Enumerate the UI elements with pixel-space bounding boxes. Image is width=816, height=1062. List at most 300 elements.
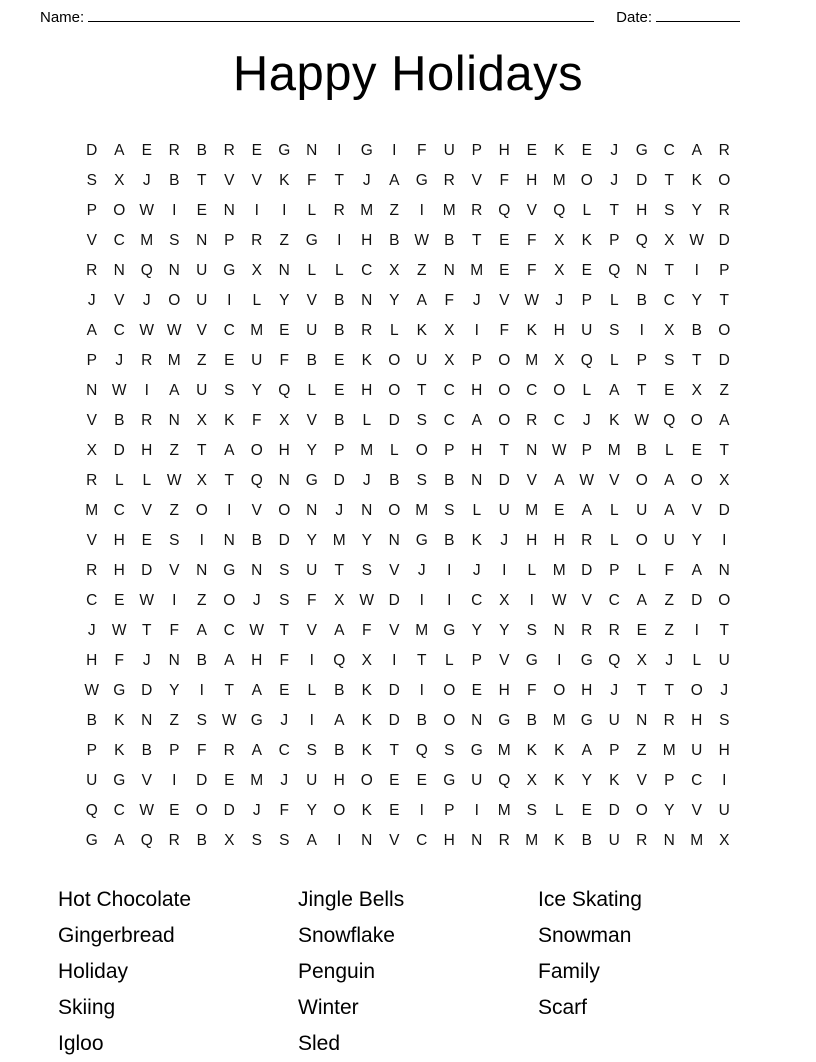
grid-cell[interactable]: R (86, 561, 98, 579)
grid-cell[interactable]: F (362, 621, 372, 639)
grid-cell[interactable]: V (636, 771, 647, 789)
grid-cell[interactable]: G (250, 711, 263, 729)
grid-cell[interactable]: H (581, 681, 593, 699)
grid-cell[interactable]: O (250, 441, 263, 459)
grid-cell[interactable]: K (471, 531, 482, 549)
grid-cell[interactable]: S (251, 831, 262, 849)
grid-cell[interactable]: U (581, 321, 593, 339)
grid-cell[interactable]: W (524, 291, 540, 309)
grid-cell[interactable]: H (553, 321, 565, 339)
grid-cell[interactable]: Q (333, 651, 346, 669)
grid-cell[interactable]: B (581, 831, 592, 849)
grid-cell[interactable]: I (254, 201, 259, 219)
grid-cell[interactable]: O (690, 681, 703, 699)
grid-cell[interactable]: M (415, 621, 429, 639)
grid-cell[interactable]: N (168, 411, 180, 429)
grid-cell[interactable]: Q (498, 201, 511, 219)
grid-cell[interactable]: J (142, 651, 151, 669)
grid-cell[interactable]: M (470, 261, 484, 279)
grid-cell[interactable]: Q (140, 831, 153, 849)
grid-cell[interactable]: A (114, 831, 125, 849)
grid-cell[interactable]: A (114, 141, 125, 159)
grid-cell[interactable]: X (691, 381, 702, 399)
grid-cell[interactable]: T (389, 741, 399, 759)
grid-cell[interactable]: R (718, 201, 730, 219)
grid-cell[interactable]: R (141, 411, 153, 429)
grid-cell[interactable]: P (664, 771, 675, 789)
grid-cell[interactable]: V (251, 171, 262, 189)
grid-cell[interactable]: R (223, 741, 235, 759)
grid-cell[interactable]: Y (691, 201, 702, 219)
grid-cell[interactable]: S (169, 531, 180, 549)
grid-cell[interactable]: Y (279, 291, 290, 309)
grid-cell[interactable]: I (419, 591, 424, 609)
grid-cell[interactable]: W (414, 231, 430, 249)
grid-cell[interactable]: R (663, 711, 675, 729)
grid-cell[interactable]: B (416, 711, 427, 729)
grid-cell[interactable]: O (388, 351, 401, 369)
grid-cell[interactable]: C (608, 591, 620, 609)
grid-cell[interactable]: R (223, 141, 235, 159)
grid-cell[interactable]: V (691, 501, 702, 519)
grid-cell[interactable]: S (664, 351, 675, 369)
grid-cell[interactable]: M (607, 441, 621, 459)
grid-cell[interactable]: O (553, 381, 566, 399)
grid-cell[interactable]: L (362, 411, 372, 429)
grid-cell[interactable]: V (86, 231, 97, 249)
grid-cell[interactable]: Z (169, 501, 179, 519)
grid-cell[interactable]: V (141, 501, 152, 519)
grid-cell[interactable]: M (497, 741, 511, 759)
grid-cell[interactable]: C (361, 261, 373, 279)
grid-cell[interactable]: N (306, 141, 318, 159)
grid-cell[interactable]: O (498, 411, 511, 429)
grid-cell[interactable]: H (471, 381, 483, 399)
name-input-line[interactable] (88, 8, 594, 22)
grid-cell[interactable]: R (636, 831, 648, 849)
grid-cell[interactable]: H (333, 771, 345, 789)
grid-cell[interactable]: Q (250, 471, 263, 489)
grid-cell[interactable]: V (251, 501, 262, 519)
grid-cell[interactable]: K (361, 351, 372, 369)
grid-cell[interactable]: J (87, 621, 96, 639)
grid-cell[interactable]: D (388, 411, 400, 429)
grid-cell[interactable]: B (389, 471, 400, 489)
grid-cell[interactable]: B (196, 651, 207, 669)
grid-cell[interactable]: C (113, 321, 125, 339)
grid-cell[interactable]: A (196, 621, 207, 639)
grid-cell[interactable]: R (251, 231, 263, 249)
grid-cell[interactable]: W (139, 591, 155, 609)
grid-cell[interactable]: Z (417, 261, 427, 279)
grid-cell[interactable]: U (416, 351, 428, 369)
grid-cell[interactable]: D (388, 711, 400, 729)
grid-cell[interactable]: U (196, 261, 208, 279)
grid-cell[interactable]: L (637, 561, 647, 579)
grid-cell[interactable]: W (111, 621, 127, 639)
grid-cell[interactable]: V (306, 291, 317, 309)
grid-cell[interactable]: L (609, 291, 619, 309)
grid-cell[interactable]: G (443, 771, 456, 789)
grid-cell[interactable]: X (114, 171, 125, 189)
grid-cell[interactable]: Q (140, 261, 153, 279)
grid-cell[interactable]: R (168, 831, 180, 849)
grid-cell[interactable]: M (250, 771, 264, 789)
grid-cell[interactable]: F (114, 651, 124, 669)
grid-cell[interactable]: O (195, 801, 208, 819)
word-list-item[interactable]: Snowflake (298, 923, 395, 947)
grid-cell[interactable]: A (86, 321, 97, 339)
grid-cell[interactable]: T (692, 351, 702, 369)
grid-cell[interactable]: Q (608, 261, 621, 279)
grid-cell[interactable]: M (552, 711, 566, 729)
grid-cell[interactable]: O (113, 201, 126, 219)
grid-cell[interactable]: G (415, 171, 428, 189)
grid-cell[interactable]: H (498, 141, 510, 159)
grid-cell[interactable]: E (664, 381, 675, 399)
word-list-item[interactable]: Sled (298, 1031, 341, 1055)
grid-cell[interactable]: F (279, 801, 289, 819)
grid-cell[interactable]: K (609, 411, 620, 429)
grid-cell[interactable]: M (442, 201, 456, 219)
grid-cell[interactable]: H (361, 381, 373, 399)
grid-cell[interactable]: Q (635, 231, 648, 249)
grid-cell[interactable]: V (499, 651, 510, 669)
grid-cell[interactable]: D (388, 681, 400, 699)
grid-cell[interactable]: E (636, 621, 647, 639)
grid-cell[interactable]: A (334, 711, 345, 729)
grid-cell[interactable]: A (251, 741, 262, 759)
grid-cell[interactable]: O (415, 441, 428, 459)
grid-cell[interactable]: J (252, 591, 261, 609)
grid-cell[interactable]: H (113, 561, 125, 579)
grid-cell[interactable]: X (444, 351, 455, 369)
grid-cell[interactable]: X (664, 321, 675, 339)
grid-cell[interactable]: N (361, 501, 373, 519)
grid-cell[interactable]: P (471, 141, 482, 159)
grid-cell[interactable]: R (608, 621, 620, 639)
grid-cell[interactable]: G (305, 231, 318, 249)
grid-cell[interactable]: J (610, 171, 619, 189)
grid-cell[interactable]: L (307, 201, 317, 219)
grid-cell[interactable]: A (664, 501, 675, 519)
grid-cell[interactable]: Z (637, 741, 647, 759)
grid-cell[interactable]: K (581, 231, 592, 249)
grid-cell[interactable]: P (86, 201, 97, 219)
grid-cell[interactable]: U (196, 381, 208, 399)
grid-cell[interactable]: M (552, 561, 566, 579)
grid-cell[interactable]: J (472, 291, 481, 309)
grid-cell[interactable]: B (389, 231, 400, 249)
grid-cell[interactable]: Y (306, 531, 317, 549)
grid-cell[interactable]: H (443, 831, 455, 849)
grid-cell[interactable]: W (579, 471, 595, 489)
grid-cell[interactable]: L (664, 441, 674, 459)
grid-cell[interactable]: A (306, 831, 317, 849)
grid-cell[interactable]: N (196, 231, 208, 249)
grid-cell[interactable]: R (168, 141, 180, 159)
grid-cell[interactable]: J (335, 501, 344, 519)
grid-cell[interactable]: W (166, 321, 182, 339)
grid-cell[interactable]: I (309, 651, 314, 669)
grid-cell[interactable]: X (499, 591, 510, 609)
grid-cell[interactable]: N (636, 261, 648, 279)
grid-cell[interactable]: Y (471, 621, 482, 639)
grid-cell[interactable]: V (499, 291, 510, 309)
grid-cell[interactable]: M (250, 321, 264, 339)
grid-cell[interactable]: B (141, 741, 152, 759)
grid-cell[interactable]: Z (719, 381, 729, 399)
grid-cell[interactable]: X (719, 831, 730, 849)
grid-cell[interactable]: I (502, 561, 507, 579)
grid-cell[interactable]: O (635, 531, 648, 549)
grid-cell[interactable]: I (419, 201, 424, 219)
grid-cell[interactable]: L (307, 381, 317, 399)
grid-cell[interactable]: P (581, 441, 592, 459)
grid-cell[interactable]: Z (279, 231, 289, 249)
grid-cell[interactable]: E (279, 321, 290, 339)
grid-cell[interactable]: B (251, 531, 262, 549)
grid-cell[interactable]: U (498, 501, 510, 519)
grid-cell[interactable]: F (169, 621, 179, 639)
grid-cell[interactable]: W (689, 231, 705, 249)
grid-cell[interactable]: S (169, 231, 180, 249)
grid-cell[interactable]: M (332, 531, 346, 549)
grid-cell[interactable]: U (608, 711, 620, 729)
grid-cell[interactable]: B (636, 291, 647, 309)
grid-cell[interactable]: V (141, 771, 152, 789)
grid-cell[interactable]: Q (415, 741, 428, 759)
grid-cell[interactable]: H (526, 531, 538, 549)
grid-cell[interactable]: H (361, 231, 373, 249)
grid-cell[interactable]: L (609, 501, 619, 519)
grid-cell[interactable]: D (498, 471, 510, 489)
grid-cell[interactable]: T (334, 561, 344, 579)
grid-cell[interactable]: O (168, 291, 181, 309)
grid-cell[interactable]: V (86, 531, 97, 549)
grid-cell[interactable]: S (609, 321, 620, 339)
grid-cell[interactable]: F (197, 741, 207, 759)
grid-cell[interactable]: E (334, 381, 345, 399)
grid-cell[interactable]: L (554, 801, 564, 819)
grid-cell[interactable]: M (85, 501, 99, 519)
grid-cell[interactable]: S (526, 801, 537, 819)
grid-cell[interactable]: L (307, 261, 317, 279)
grid-cell[interactable]: I (282, 201, 287, 219)
grid-cell[interactable]: I (694, 261, 699, 279)
word-list-item[interactable]: Gingerbread (58, 923, 175, 947)
grid-cell[interactable]: O (223, 591, 236, 609)
grid-cell[interactable]: V (609, 471, 620, 489)
grid-cell[interactable]: X (554, 261, 565, 279)
grid-cell[interactable]: K (554, 831, 565, 849)
grid-cell[interactable]: E (279, 681, 290, 699)
grid-cell[interactable]: H (498, 681, 510, 699)
grid-cell[interactable]: X (554, 351, 565, 369)
grid-cell[interactable]: Y (581, 771, 592, 789)
grid-cell[interactable]: X (554, 231, 565, 249)
grid-cell[interactable]: T (719, 291, 729, 309)
grid-cell[interactable]: L (444, 651, 454, 669)
word-list-item[interactable]: Snowman (538, 923, 632, 947)
grid-cell[interactable]: A (416, 291, 427, 309)
grid-cell[interactable]: B (334, 321, 345, 339)
grid-cell[interactable]: N (471, 711, 483, 729)
grid-cell[interactable]: V (389, 621, 400, 639)
grid-cell[interactable]: D (691, 591, 703, 609)
grid-cell[interactable]: E (141, 141, 152, 159)
grid-cell[interactable]: F (444, 291, 454, 309)
grid-cell[interactable]: R (498, 831, 510, 849)
grid-cell[interactable]: V (526, 201, 537, 219)
grid-cell[interactable]: O (635, 471, 648, 489)
grid-cell[interactable]: T (637, 381, 647, 399)
grid-cell[interactable]: G (305, 471, 318, 489)
grid-cell[interactable]: T (472, 231, 482, 249)
grid-cell[interactable]: L (609, 531, 619, 549)
grid-cell[interactable]: L (334, 261, 344, 279)
grid-cell[interactable]: Q (498, 771, 511, 789)
grid-cell[interactable]: R (443, 171, 455, 189)
word-list-item[interactable]: Family (538, 959, 600, 983)
grid-cell[interactable]: K (554, 141, 565, 159)
grid-cell[interactable]: H (251, 651, 263, 669)
grid-cell[interactable]: Y (499, 621, 510, 639)
grid-cell[interactable]: P (334, 441, 345, 459)
grid-cell[interactable]: C (443, 381, 455, 399)
grid-cell[interactable]: M (552, 171, 566, 189)
grid-cell[interactable]: E (334, 351, 345, 369)
grid-cell[interactable]: G (580, 711, 593, 729)
grid-cell[interactable]: J (555, 291, 564, 309)
grid-cell[interactable]: T (197, 441, 207, 459)
grid-cell[interactable]: N (636, 711, 648, 729)
grid-cell[interactable]: N (223, 531, 235, 549)
grid-cell[interactable]: K (609, 771, 620, 789)
grid-cell[interactable]: O (498, 351, 511, 369)
grid-cell[interactable]: A (691, 561, 702, 579)
grid-cell[interactable]: S (306, 741, 317, 759)
grid-cell[interactable]: X (664, 231, 675, 249)
grid-cell[interactable]: X (334, 591, 345, 609)
word-list-item[interactable]: Igloo (58, 1031, 104, 1055)
grid-cell[interactable]: M (525, 351, 539, 369)
grid-cell[interactable]: S (444, 501, 455, 519)
grid-cell[interactable]: V (471, 171, 482, 189)
grid-cell[interactable]: F (527, 231, 537, 249)
grid-cell[interactable]: I (199, 531, 204, 549)
grid-cell[interactable]: O (443, 711, 456, 729)
grid-cell[interactable]: L (114, 471, 124, 489)
grid-cell[interactable]: D (636, 171, 648, 189)
grid-cell[interactable]: V (389, 561, 400, 579)
grid-cell[interactable]: T (637, 681, 647, 699)
grid-cell[interactable]: S (196, 711, 207, 729)
grid-cell[interactable]: C (113, 501, 125, 519)
grid-cell[interactable]: F (527, 261, 537, 279)
grid-cell[interactable]: C (663, 141, 675, 159)
grid-cell[interactable]: I (419, 681, 424, 699)
grid-cell[interactable]: F (499, 321, 509, 339)
grid-cell[interactable]: I (529, 591, 534, 609)
grid-cell[interactable]: I (694, 621, 699, 639)
grid-cell[interactable]: I (227, 291, 232, 309)
grid-cell[interactable]: N (278, 261, 290, 279)
grid-cell[interactable]: U (306, 321, 318, 339)
grid-cell[interactable]: N (471, 831, 483, 849)
word-list-item[interactable]: Winter (298, 995, 359, 1019)
grid-cell[interactable]: O (580, 171, 593, 189)
grid-cell[interactable]: N (278, 471, 290, 489)
grid-cell[interactable]: V (581, 591, 592, 609)
grid-cell[interactable]: G (223, 261, 236, 279)
grid-cell[interactable]: E (251, 141, 262, 159)
grid-cell[interactable]: U (691, 741, 703, 759)
grid-cell[interactable]: O (498, 381, 511, 399)
grid-cell[interactable]: G (113, 681, 126, 699)
grid-cell[interactable]: I (474, 321, 479, 339)
grid-cell[interactable]: R (581, 621, 593, 639)
grid-cell[interactable]: B (86, 711, 97, 729)
word-list-item[interactable]: Ice Skating (538, 887, 642, 911)
grid-cell[interactable]: F (279, 651, 289, 669)
grid-cell[interactable]: X (196, 411, 207, 429)
grid-cell[interactable]: E (581, 261, 592, 279)
grid-cell[interactable]: W (221, 711, 237, 729)
grid-cell[interactable]: K (554, 741, 565, 759)
grid-cell[interactable]: E (224, 351, 235, 369)
grid-cell[interactable]: D (333, 471, 345, 489)
grid-cell[interactable]: Q (278, 381, 291, 399)
grid-cell[interactable]: G (223, 561, 236, 579)
grid-cell[interactable]: J (280, 771, 289, 789)
grid-cell[interactable]: C (223, 321, 235, 339)
grid-cell[interactable]: N (168, 261, 180, 279)
grid-cell[interactable]: W (139, 801, 155, 819)
grid-cell[interactable]: B (196, 831, 207, 849)
grid-cell[interactable]: K (361, 681, 372, 699)
grid-cell[interactable]: E (471, 681, 482, 699)
grid-cell[interactable]: W (139, 201, 155, 219)
grid-cell[interactable]: L (582, 201, 592, 219)
grid-cell[interactable]: X (526, 771, 537, 789)
grid-cell[interactable]: I (199, 681, 204, 699)
grid-cell[interactable]: N (361, 831, 373, 849)
grid-cell[interactable]: C (416, 831, 428, 849)
grid-cell[interactable]: G (443, 621, 456, 639)
grid-cell[interactable]: V (196, 321, 207, 339)
grid-cell[interactable]: T (197, 171, 207, 189)
grid-cell[interactable]: M (525, 831, 539, 849)
grid-cell[interactable]: W (551, 591, 567, 609)
grid-cell[interactable]: Q (85, 801, 98, 819)
grid-cell[interactable]: J (472, 561, 481, 579)
grid-cell[interactable]: J (252, 801, 261, 819)
grid-cell[interactable]: N (361, 291, 373, 309)
grid-cell[interactable]: A (581, 741, 592, 759)
grid-cell[interactable]: D (141, 681, 153, 699)
grid-cell[interactable]: V (306, 621, 317, 639)
grid-cell[interactable]: R (361, 321, 373, 339)
grid-cell[interactable]: T (664, 171, 674, 189)
grid-cell[interactable]: I (722, 531, 727, 549)
grid-cell[interactable]: G (360, 141, 373, 159)
grid-cell[interactable]: L (142, 471, 152, 489)
grid-cell[interactable]: I (392, 651, 397, 669)
grid-cell[interactable]: B (169, 171, 180, 189)
grid-cell[interactable]: N (196, 561, 208, 579)
grid-cell[interactable]: W (634, 411, 650, 429)
